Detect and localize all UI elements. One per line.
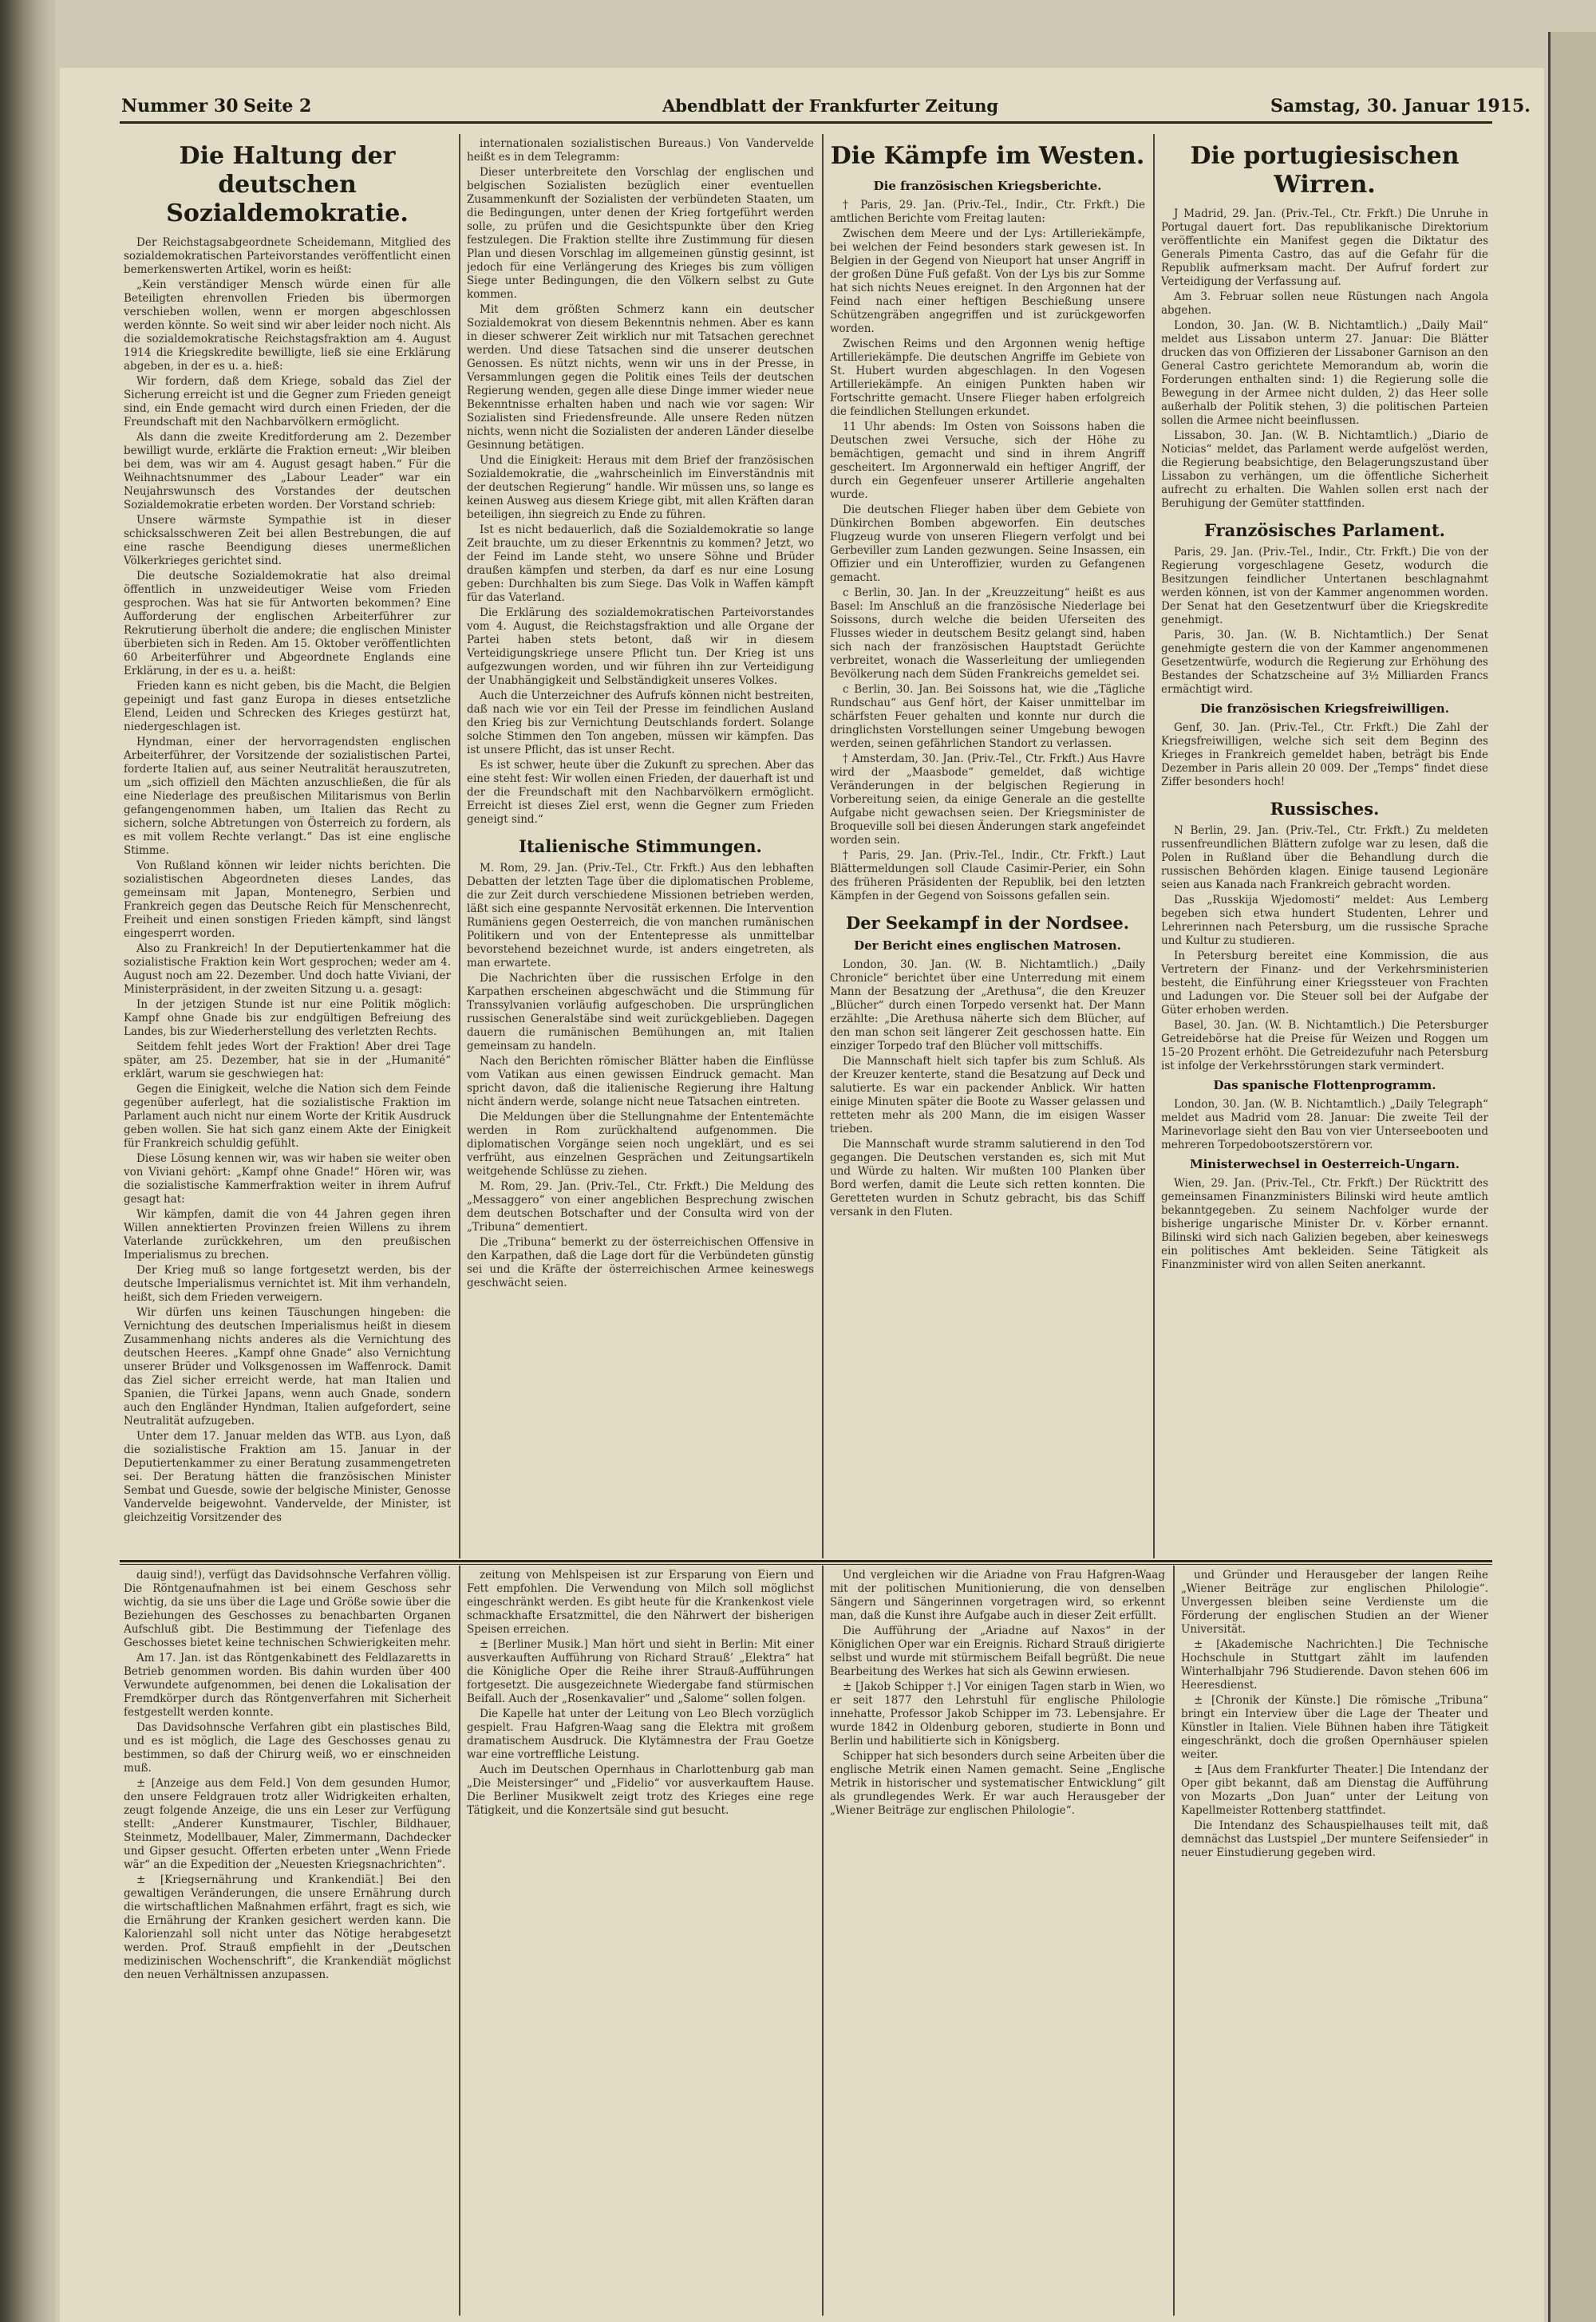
paragraph: † Paris, 29. Jan. (Priv.-Tel., Indir., Ctr. Frkft.) Die amtlichen Berichte vom Freitag lauten: <box>830 199 1145 225</box>
paragraph: Mit dem größten Schmerz kann ein deutscher Sozialdemokrat von diesem Bekenntnis nehmen. Aber es kann in dieser schwerer Zeit wirklich nur mit Tatsachen gerechnet werden. Und diese Tatsachen sind die unserer deutschen Genossen. Es nützt nichts, wenn wir uns in der Presse, in Versammlungen gegen die Politik eines Teils der deutschen Regierung wenden, gegen alle diese Dinge immer wieder neue Bekenntnisse erhalten haben und nach wie vor sagen: Wir Sozialisten sind Friedensfreunde. Alle unsere Reden nützen nichts, wenn nicht die Sozialisten der anderen Länder dieselbe Gesinnung betätigen. <box>467 303 814 452</box>
italien-body <box>467 862 814 1290</box>
paragraph: ± [Aus dem Frankfurter Theater.] Die Intendanz der Oper gibt bekannt, daß am Dienstag die Aufführung von Mozarts „Don Juan“ unter der Leitung von Kapellmeister Rottenberg stattfindet. <box>1181 1763 1488 1817</box>
next-page-edge <box>1548 32 1596 2322</box>
paragraph: Von Rußland können wir leider nichts berichten. Die sozialistischen Abgeordneten dieses Landes, das gemeinsam mit Japan, Montenegro, Serbien und Frankreich gegen das Deutsche Reich für Menschenrecht, Freiheit und einen sonstigen Frieden kämpft, sind längst eingesperrt worden. <box>124 859 451 940</box>
feuilleton-rule-thin <box>120 1564 1492 1565</box>
paragraph: Zwischen dem Meere und der Lys: Artilleriekämpfe, bei welchen der Feind besonders stark gewesen ist. In Belgien in der Gegend von Nieuport hat unser Angriff in der großen Düne Fuß gefaßt. Von der Lys bis zur Somme hat sich nichts Neues ereignet. In den Argonnen hat der Feind nach einer heftigen Beschießung unsere Schützengräben angegriffen und ist zurückgeworfen worden. <box>830 227 1145 335</box>
paragraph: Am 3. Februar sollen neue Rüstungen nach Angola abgehen. <box>1161 290 1488 317</box>
paragraph: ± [Anzeige aus dem Feld.] Von dem gesunden Humor, den unsere Feldgrauen trotz aller Widrigkeiten erhalten, zeugt folgende Anzeige, die uns ein Leser zur Verfügung stellt: „Anderer Kunstmaurer, Tischler, Bildhauer, Steinmetz, Modellbauer, Maler, Zimmermann, Dachdecker und Gipser gesucht. Offerten erbeten unter „Wenn Friede wär“ an die Expedition der „Neuesten Kriegsnachrichten“. <box>124 1777 451 1871</box>
ministerwechsel-title: Ministerwechsel in Oesterreich-Ungarn. <box>1189 1157 1460 1171</box>
paragraph: London, 30. Jan. (W. B. Nichtamtlich.) „Daily Chronicle“ berichtet über eine Unterredung mit einem Mann der Besatzung der „Arethusa“, die den Kreuzer „Blücher“ durch einen Torpedo versenkt hat. Der Mann erzählte: „Die Arethusa näherte sich dem Blücher, auf den man schon seit längerer Zeit geschossen hatte. Ein einziger Torpedo traf den Blücher voll mittschiffs. <box>830 958 1145 1052</box>
paragraph: Genf, 30. Jan. (Priv.-Tel., Ctr. Frkft.) Die Zahl der Kriegsfreiwilligen, welche sich seit dem Beginn des Krieges in Frankreich gemeldet haben, beträgt bis Ende Dezember in Paris allein 20 009. Der „Temps“ findet diese Ziffer besonders hoch! <box>1161 721 1488 788</box>
paragraph: Die deutschen Flieger haben über dem Gebiete von Dünkirchen Bomben abgeworfen. Ein deutsches Flugzeug wurde von unseren Fliegern verfolgt und bei Gerbeviller zum Landen gezwungen. Seine Insassen, ein Offizier und ein Unteroffizier, wurden zu Gefangenen gemacht. <box>830 503 1145 584</box>
paragraph: Lissabon, 30. Jan. (W. B. Nichtamtlich.) „Diario de Noticias“ meldet, das Parlament werde aufgelöst werden, die Regierung beabsichtige, den Belagerungszustand über Lissabon zu verhängen, um die öffentliche Sicherheit aufrecht zu erhalten. Die Wahlen sollen erst nach der Beruhigung der Gemüter stattfinden. <box>1161 429 1488 510</box>
paragraph: Der Krieg muß so lange fortgesetzt werden, bis der deutsche Imperialismus vernichtet ist. Mit ihm verhandeln, heißt, sich dem Frieden verweigern. <box>124 1264 451 1304</box>
paragraph: Hyndman, einer der hervorragendsten englischen Arbeiterführer, der Vorsitzende der sozialistischen Partei, forderte Italien auf, aus seiner Neutralität herauszutreten, um „sich offiziell den Mächten anzuschließen, die für als eine Niederlage des preußischen Militarismus von Berlin gefangengenommen haben, um Italien das Recht zu sichern, solche Abtretungen von Österreich zu fordern, als es mit vollem Rechte verlangt.“ Das ist eine englische Stimme. <box>124 736 451 857</box>
feuilleton-column-rule-3 <box>1173 1566 1175 2316</box>
seekampf-title: Der Seekampf in der Nordsee. <box>845 913 1130 933</box>
paragraph: dauig sind!), verfügt das Davidsohnsche Verfahren völlig. Die Röntgenaufnahmen ist bei einem Geschoss sehr wichtig, da sie uns über die Lage und Größe sowie über die Beziehungen des Geschosses zu benachbarten Organen Aufschluß gibt. Die Bestimmung der Tiefenlage des Geschosses bietet keine technischen Schwierigkeiten mehr. <box>124 1569 451 1649</box>
westen-subtitle: Die französischen Kriegsberichte. <box>873 179 1102 193</box>
paragraph: N Berlin, 29. Jan. (Priv.-Tel., Ctr. Frkft.) Zu meldeten russenfreundlichen Blättern zufolge war zu lesen, daß die Polen in Rußland über die Behandlung durch die russischen Behörden klagen. Einige tausend Legionäre seien aus Kanada nach Frankreich gebracht worden. <box>1161 824 1488 891</box>
feuilleton-column-4 <box>1181 1569 1488 2311</box>
page-number: Seite 2 <box>243 96 312 116</box>
feuilleton-body-2 <box>467 1569 814 1818</box>
paragraph: Basel, 30. Jan. (W. B. Nichtamtlich.) Die Petersburger Getreidebörse hat die Preise für Weizen und Roggen um 15–20 Prozent erhöht. Die Getreidezufuhr nach Petersburg ist infolge der Verkehrsstörungen stark vermindert. <box>1161 1019 1488 1072</box>
column-rule-3 <box>1153 134 1155 1558</box>
masthead: Abendblatt der Frankfurter Zeitung <box>662 96 999 116</box>
paragraph: ± [Jakob Schipper †.] Vor einigen Tagen starb in Wien, wo er seit 1877 den Lehrstuhl für englische Philologie innehatte, Professor Jakob Schipper im 73. Lebensjahre. Er wurde 1842 in Oldenburg geboren, studierte in Bonn und Berlin und habilitierte sich in Königsberg. <box>830 1680 1165 1747</box>
portugal-title: Die portugiesischen Wirren. <box>1190 142 1460 199</box>
seekampf-body <box>830 958 1145 1219</box>
article-body <box>124 236 451 1525</box>
section-title-italien: Italienische Stimmungen. <box>519 836 762 856</box>
header-rule <box>120 121 1492 124</box>
paragraph: ± [Berliner Musik.] Man hört und sieht in Berlin: Mit einer ausverkauften Aufführung von Richard Strauß’ „Elektra“ hat die Königliche Oper die Reihe ihrer Strauß-Aufführungen fortgesetzt. Die ausgezeichnete Wiedergabe fand stürmischen Beifall. Auch der „Rosenkavalier“ und „Salome“ sollen folgen. <box>467 1638 814 1705</box>
paragraph: zeitung von Mehlspeisen ist zur Ersparung von Eiern und Fett empfohlen. Die Verwendung von Milch soll möglichst eingeschränkt werden. Es gibt heute für die Krankenkost viele schmackhafte Ersatzmittel, die den Nährwert der bisherigen Speisen erreichen. <box>467 1569 814 1636</box>
westen-body <box>830 199 1145 903</box>
column-rule-2 <box>822 134 824 1558</box>
article-kaempfe-westen <box>830 137 1145 1558</box>
paragraph: und Gründer und Herausgeber der langen Reihe „Wiener Beiträge zur englischen Philologie“. Unvergessen bleiben seine Verdienste um die Förderung der englischen Studien an der Wiener Universität. <box>1181 1569 1488 1636</box>
paragraph: Die Meldungen über die Stellungnahme der Ententemächte werden in Rom zurückhaltend aufgenommen. Die diplomatischen Vorgänge seien noch ungeklärt, und es sei verfrüht, aus einzelnen Gesprächen und Zeitungsartikeln weitgehende Schlüsse zu ziehen. <box>467 1111 814 1178</box>
paragraph: Die Mannschaft hielt sich tapfer bis zum Schluß. Als der Kreuzer kenterte, stand die Besatzung auf Deck und salutierte. Es war ein packender Anblick. Wir hatten einige Minuten später die Boote zu Wasser gelassen und retteten mehr als 200 Mann, die im eisigen Wasser trieben. <box>830 1055 1145 1135</box>
paragraph: Dieser unterbreitete den Vorschlag der englischen und belgischen Sozialisten bezüglich einer eventuellen Zusammenkunft der Sozialisten der verbündeten Staaten, um die Bedingungen, unter denen der Krieg fortgeführt werden solle, zu prüfen und die Gesichtspunkte über den Krieg festzulegen. Die Fraktion stellte ihre Zustimmung für diesen Plan und diesen Vorschlag im allgemeinen günstig gesinnt, ist jedoch für eine Verlängerung des Krieges bis zum völligen Siege unter Bedingungen, die den Völkern selbst zu Gute kommen. <box>467 166 814 301</box>
flottenprogramm-title: Das spanische Flottenprogramm. <box>1213 1078 1436 1092</box>
paragraph: J Madrid, 29. Jan. (Priv.-Tel., Ctr. Frkft.) Die Unruhe in Portugal dauert fort. Das republikanische Direktorium veröffentlichte ein Manifest gegen die Diktatur des Generals Pimenta Castro, das auf die Gefahr für die Republik aufmerksam macht. Der Aufruf fordert zur Verteidigung der Verfassung auf. <box>1161 207 1488 288</box>
paragraph: Schipper hat sich besonders durch seine Arbeiten über die englische Metrik einen Namen gemacht. Seine „Englische Metrik in historischer und systematischer Entwicklung“ gilt als grundlegendes Werk. Er war auch Herausgeber der „Wiener Beiträge zur englischen Philologie“. <box>830 1750 1165 1817</box>
flottenprogramm-body <box>1161 1098 1488 1152</box>
feuilleton-body-3 <box>830 1569 1165 1818</box>
paragraph: c Berlin, 30. Jan. In der „Kreuzzeitung“ heißt es aus Basel: Im Anschluß an die französische Niederlage bei Soissons, durch welche die beiden Uferseiten des Flusses wieder in deutschem Besitz gelangt sind, haben sich nach der französischen Hauptstadt Gerüchte verbreitet, wonach die Wasserleitung der umliegenden Bevölkerung nach dem Süden Frankreichs gemeldet sei. <box>830 586 1145 681</box>
paragraph: Die „Tribuna“ bemerkt zu der österreichischen Offensive in den Karpathen, daß die Lage dort für die Verbündeten günstig sei und die Kräfte der österreichischen Armee keineswegs geschwächt seien. <box>467 1236 814 1289</box>
book-binding <box>0 0 56 2322</box>
paragraph: Als dann die zweite Kreditforderung am 2. Dezember bewilligt wurde, erklärte die Fraktion erneut: „Wir bleiben bei dem, was wir am 4. August gesagt haben.“ Für die Weihnachtsnummer des „Labour Leader“ war ein Neujahrswunsch des Vorstandes der deutschen Sozialdemokratie erbeten worden. Der Vorstand schrieb: <box>124 431 451 511</box>
paragraph: In Petersburg bereitet eine Kommission, die aus Vertretern der Finanz- und der Verkehrsministerien besteht, die Einführung einer Kriegssteuer von Frachten und Ladungen vor. Die Steuer soll bei der Aufgabe der Güter erhoben werden. <box>1161 950 1488 1017</box>
parlament-body <box>1161 546 1488 697</box>
paragraph: Es ist schwer, heute über die Zukunft zu sprechen. Aber das eine steht fest: Wir wollen einen Frieden, der dauerhaft ist und der die Freundschaft mit den Nachbarvölkern ermöglicht. Erreicht ist dieses Ziel erst, wenn die Gegner zum Frieden geneigt sind.“ <box>467 759 814 826</box>
issue-date: Samstag, 30. Januar 1915. <box>1270 96 1531 116</box>
feuilleton-column-1 <box>124 1569 451 2311</box>
freiwillige-title: Die französischen Kriegsfreiwilligen. <box>1200 701 1449 716</box>
paragraph: Die Nachrichten über die russischen Erfolge in den Karpathen erscheinen abgeschwächt und die Stimmung für Transsylvanien vorläufig aufgeschoben. Die ursprünglichen russischen Generalstäbe sind weit zurückgeblieben. Dagegen dauern die rumänischen Bemühungen an, mit Italien gemeinsam zu handeln. <box>467 972 814 1052</box>
paragraph: 11 Uhr abends: Im Osten von Soissons haben die Deutschen zwei Versuche, sich der Höhe zu bemächtigen, gemacht und sind in ihrem Angriff gescheitert. Im Argonnerwald ein heftiger Angriff, der durch ein Gegenfeuer unserer Artillerie angehalten wurde. <box>830 421 1145 501</box>
article-column-2 <box>467 137 814 1558</box>
paragraph: ± [Kriegsernährung und Krankendiät.] Bei den gewaltigen Veränderungen, die unsere Ernährung durch die wirtschaftlichen Maßnahmen erfährt, fragt es sich, wie die Ernährung der Kranken gesichert werden kann. Die Kalorienzahl soll nicht unter das Nötige herabgesetzt werden. Prof. Strauß empfiehlt in der „Deutschen medizinischen Wochenschrift“, die Krankendiät möglichst den neuen Verhältnissen anzupassen. <box>124 1874 451 1981</box>
paragraph: Die Aufführung der „Ariadne auf Naxos“ in der Königlichen Oper war ein Ereignis. Richard Strauß dirigierte selbst und wurde mit stürmischem Beifall begrüßt. Die neue Bearbeitung des Werkes hat sich als Gewinn erwiesen. <box>830 1625 1165 1678</box>
westen-title: Die Kämpfe im Westen. <box>830 142 1145 170</box>
paragraph: Wien, 29. Jan. (Priv.-Tel., Ctr. Frkft.) Der Rücktritt des gemeinsamen Finanzministers Bilinski wird heute amtlich bekanntgegeben. Zu seinem Nachfolger wurde der bisherige ungarische Minister Dr. v. Körber ernannt. Bilinski wird sich nach Galizien begeben, aber keineswegs ein politisches Amt bekleiden. Seine Tätigkeit als Finanzminister wird von allen Seiten anerkannt. <box>1161 1177 1488 1271</box>
feuilleton-body-4 <box>1181 1569 1488 1860</box>
feuilleton-body-1 <box>124 1569 451 1982</box>
paragraph: c Berlin, 30. Jan. Bei Soissons hat, wie die „Tägliche Rundschau“ aus Genf hört, der Kaiser unmittelbar im schärfsten Feuer gehalten und konnte nur durch die dringlichsten Vorstellungen seiner Umgebung bewogen werden, seinen gefährlichen Standort zu verlassen. <box>830 683 1145 750</box>
paragraph: Also zu Frankreich! In der Deputiertenkammer hat die sozialistische Fraktion kein Wort gesprochen; weder am 4. August noch am 22. Dezember. Und doch hatte Viviani, der Ministerpräsident, in der zweiten Sitzung u. a. gesagt: <box>124 942 451 996</box>
issue-number: Nummer 30 <box>121 96 239 116</box>
paragraph: Und die Einigkeit: Heraus mit dem Brief der französischen Sozialdemokratie, die „wahrscheinlich im Einverständnis mit der deutschen Regierung“ handle. Wir müssen uns, so lange es keinen Ausweg aus diesem Kriege gibt, mit allen Kräften daran beteiligen, ihn siegreich zu Ende zu führen. <box>467 454 814 521</box>
parlament-title: Französisches Parlament. <box>1204 520 1445 540</box>
freiwillige-body <box>1161 721 1488 789</box>
paragraph: Ist es nicht bedauerlich, daß die Sozialdemokratie so lange Zeit brauchte, um zu dieser Erkenntnis zu kommen? Jetzt, wo der Feind im Lande steht, wo unsere Söhne und Brüder draußen kämpfen und sterben, da darf es nur eine Losung geben: Durchhalten bis zum Siege. Das Volk in Waffen kämpft für das Vaterland. <box>467 523 814 604</box>
paragraph: Der Reichstagsabgeordnete Scheidemann, Mitglied des sozialdemokratischen Parteivorstandes veröffentlicht einen bemerkenswerten Artikel, worin es heißt: <box>124 236 451 276</box>
paragraph: „Kein verständiger Mensch würde einen für alle Beteiligten ehrenvollen Frieden bis übermorgen verschieben wollen, wenn er morgen abgeschlossen werden könnte. So weit sind wir aber leider noch nicht. Als die sozialdemokratische Reichstagsfraktion am 4. August 1914 die Kriegskredite bewilligte, ließ sie eine Erklärung abgeben, in der es u. a. hieß: <box>124 278 451 373</box>
paragraph: Paris, 30. Jan. (W. B. Nichtamtlich.) Der Senat genehmigte gestern die von der Kammer angenommenen Gesetzentwürfe, wodurch die Regierung zur Erhöhung des Bestandes der Schatzscheine auf 3½ Milliarden Francs ermächtigt wird. <box>1161 629 1488 696</box>
paragraph: In der jetzigen Stunde ist nur eine Politik möglich: Kampf ohne Gnade bis zur endgültigen Befreiung des Landes, bis zur Wiederherstellung des verletzten Rechts. <box>124 998 451 1038</box>
paragraph: Zwischen Reims und den Argonnen wenig heftige Artilleriekämpfe. Die deutschen Angriffe im Gebiete von St. Hubert wurden abgeschlagen. In den Vogesen Artilleriekämpfe. An einigen Punkten haben wir Fortschritte gemacht. Unsere Flieger haben erfolgreich die feindlichen Stellungen erkundet. <box>830 338 1145 418</box>
paragraph: Am 17. Jan. ist das Röntgenkabinett des Feldlazaretts in Betrieb genommen worden. Bis dahin wurden über 400 Verwundete aufgenommen, bei denen die Lokalisation der Fremdkörper durch das Röntgenverfahren mit Sicherheit festgestellt werden konnte. <box>124 1652 451 1719</box>
feuilleton-rule <box>120 1560 1492 1562</box>
paragraph: Unter dem 17. Januar melden das WTB. aus Lyon, daß die sozialistische Fraktion am 15. Januar in der Deputiertenkammer zu einer Beratung zusammengetreten sei. Der Beratung hätten die französischen Minister Sembat und Guesde, sowie der belgische Minister, Genosse Vandervelde beigewohnt. Vandervelde, der Minister, ist gleichzeitig Vorsitzender des <box>124 1430 451 1524</box>
paragraph: Und vergleichen wir die Ariadne von Frau Hafgren-Waag mit der politischen Munitionierung, die von denselben Sängern und Sängerinnen vorgetragen wird, so erkennt man, daß die Kunst ihre Aufgabe auch in dieser Zeit erfüllt. <box>830 1569 1165 1622</box>
paragraph: Die Mannschaft wurde stramm salutierend in den Tod gegangen. Die Deutschen verstanden es, sich mit Mut und Würde zu halten. Wir mußten 100 Planken über Bord werfen, damit die Leute sich retten konnten. Die Geretteten wurden in Schutz gebracht, bis das Schiff versank in den Fluten. <box>830 1138 1145 1218</box>
feuilleton-column-rule-2 <box>822 1566 824 2316</box>
paragraph: ± [Chronik der Künste.] Die römische „Tribuna“ bringt ein Interview über die Lage der Theater und Künstler in Italien. Viele Bühnen haben ihre Tätigkeit eingeschränkt, doch die großen Opernhäuser spielen weiter. <box>1181 1694 1488 1761</box>
feuilleton-column-2 <box>467 1569 814 2311</box>
russisches-title: Russisches. <box>1270 799 1380 819</box>
paragraph: Nach den Berichten römischer Blätter haben die Einflüsse vom Vatikan aus einen gewissen Eindruck gemacht. Man spricht davon, daß die italienische Regierung ihre Haltung nicht ändern werde, solange nicht neue Tatsachen eintreten. <box>467 1055 814 1108</box>
article-title: Die Haltung der deutschen Sozialdemokratie. <box>166 142 409 227</box>
paragraph: Das „Russkija Wjedomosti“ meldet: Aus Lemberg begeben sich etwa hundert Studenten, Lehrer und Lehrerinnen nach Petersburg, um die russische Sprache und Kultur zu studieren. <box>1161 894 1488 947</box>
seekampf-subtitle: Der Bericht eines englischen Matrosen. <box>854 938 1121 953</box>
article-portugal <box>1161 137 1488 1558</box>
paragraph: M. Rom, 29. Jan. (Priv.-Tel., Ctr. Frkft.) Die Meldung des „Messaggero“ von einer angeblichen Besprechung zwischen dem deutschen Botschafter und der Consulta wird von der „Tribuna“ dementiert. <box>467 1180 814 1234</box>
paragraph: Wir fordern, daß dem Kriege, sobald das Ziel der Sicherung erreicht ist und die Gegner zum Frieden geneigt sind, ein Ende gemacht wird durch einen Frieden, der die Freundschaft mit den Nachbarvölkern ermöglicht. <box>124 375 451 428</box>
paragraph: Wir dürfen uns keinen Täuschungen hingeben: die Vernichtung des deutschen Imperialismus heißt in diesem Zusammenhang nichts anderes als die Vernichtung des deutschen Heeres. „Kampf ohne Gnade“ also Vernichtung unserer Brüder und Volksgenossen im Waffenrock. Damit das Ziel sicher erreicht werde, hat man Italien und Spanien, die Türkei Japans, wenn auch Gnade, sondern auch den Engländer Hyndman, Italien aufgefordert, seine Neutralität aufzugeben. <box>124 1306 451 1428</box>
paragraph: Die Intendanz des Schauspielhauses teilt mit, daß demnächst das Lustspiel „Der muntere Seifensieder“ in neuer Einstudierung gegeben wird. <box>1181 1819 1488 1859</box>
column-rule-1 <box>459 134 460 1558</box>
paragraph: London, 30. Jan. (W. B. Nichtamtlich.) „Daily Telegraph“ meldet aus Madrid vom 28. Januar: Die zweite Teil der Marinevorlage sieht den Bau von vier Unterseebooten und mehreren Torpedobootszerstörern vor. <box>1161 1098 1488 1151</box>
ministerwechsel-body <box>1161 1177 1488 1272</box>
article-body-continued <box>467 137 814 827</box>
portugal-body <box>1161 207 1488 511</box>
paragraph: Frieden kann es nicht geben, bis die Macht, die Belgien gepeinigt und fast ganz Europa in dieses entsetzliche Elend, Leiden und Schrecken des Krieges gestürzt hat, niedergeschlagen ist. <box>124 680 451 733</box>
paragraph: Gegen die Einigkeit, welche die Nation sich dem Feinde gegenüber auferlegt, hat die sozialistische Fraktion im Parlament auch nicht nur einem Worte der Kritik Ausdruck geben wollen. Sie hat sich ganz einem Akte der Einigkeit für Frankreich schuldig gefühlt. <box>124 1083 451 1150</box>
paragraph: London, 30. Jan. (W. B. Nichtamtlich.) „Daily Mail“ meldet aus Lissabon unterm 27. Januar: Die Blätter drucken das von Offizieren der Lissaboner Garnison an den General Castro gerichtete Memorandum ab, worin die Forderungen enthalten sind: 1) die Regierung solle die Bewegung in der Armee nicht dulden, 2) das Heer solle außerhalb der Politik stehen, 3) die politischen Parteien sollen die Armee nicht beeinflussen. <box>1161 319 1488 427</box>
paragraph: Die deutsche Sozialdemokratie hat also dreimal öffentlich in unzweideutiger Weise vom Frieden gesprochen. Was hat sie für Antworten bekommen? Eine Aufforderung der englischen Arbeiterführer zur Rekrutierung überholt die andere; die englischen Minister überbieten sich in Reden. Am 15. Oktober veröffentlichten 60 Arbeiterführer und Abgeordnete Englands eine Erklärung, in der es u. a. heißt: <box>124 570 451 677</box>
paragraph: Unsere wärmste Sympathie ist in dieser schicksalsschweren Zeit bei allen Bestrebungen, die auf eine rasche Beendigung dieses unermeßlichen Völkerkrieges gerichtet sind. <box>124 514 451 567</box>
paragraph: M. Rom, 29. Jan. (Priv.-Tel., Ctr. Frkft.) Aus den lebhaften Debatten der letzten Tage über die diplomatischen Probleme, die zur Zeit durch verschiedene Missionen betrieben werden, läßt sich eine gespannte Nervosität erkennen. Die Intervention Rumäniens gegen Oesterreich, die von manchen rumänischen Politikern und von der Ententepresse als unmittelbar bevorstehend bezeichnet wurde, ist anders eingetreten, als man erwartete. <box>467 862 814 969</box>
paragraph: internationalen sozialistischen Bureaus.) Von Vandervelde heißt es in dem Telegramm: <box>467 137 814 164</box>
feuilleton-column-rule-1 <box>459 1566 460 2316</box>
paragraph: Die Erklärung des sozialdemokratischen Parteivorstandes vom 4. August, die Reichstagsfraktion und alle Organe der Partei haben stets betont, daß wir in diesem Verteidigungskriege unsere Pflicht tun. Der Krieg ist uns aufgezwungen worden, und wir führen ihn zur Verteidigung der Unabhängigkeit und Selbständigkeit unseres Volkes. <box>467 606 814 687</box>
paragraph: Seitdem fehlt jedes Wort der Fraktion! Aber drei Tage später, am 25. Dezember, hat sie in der „Humanité“ erklärt, warum sie geschwiegen hat: <box>124 1041 451 1080</box>
paragraph: Wir kämpfen, damit die von 44 Jahren gegen ihren Willen annektierten Provinzen freien Willens zu ihrem Vaterlande zurückkehren, um den preußischen Imperialismus zu brechen. <box>124 1208 451 1262</box>
paragraph: Auch im Deutschen Opernhaus in Charlottenburg gab man „Die Meistersinger“ und „Fidelio“ vor ausverkauftem Hause. Die Berliner Musikwelt zeigt trotz des Krieges eine rege Tätigkeit, und die Konzertsäle sind gut besucht. <box>467 1763 814 1817</box>
paragraph: Paris, 29. Jan. (Priv.-Tel., Indir., Ctr. Frkft.) Die von der Regierung vorgeschlagene Gesetz, wodurch die Besitzungen feindlicher Untertanen beschlagnahmt werden können, ist von der Kammer angenommen worden. Der Senat hat den Gesetzentwurf über die Kriegskredite genehmigt. <box>1161 546 1488 626</box>
paragraph: Diese Lösung kennen wir, was wir haben sie weiter oben von Viviani gehört: „Kampf ohne Gnade!“ Hören wir, was die sozialistische Kammerfraktion weiter in ihrem Aufruf gesagt hat: <box>124 1152 451 1206</box>
russisches-body <box>1161 824 1488 1073</box>
paragraph: † Paris, 29. Jan. (Priv.-Tel., Indir., Ctr. Frkft.) Laut Blättermeldungen soll Claude Casimir-Perier, ein Sohn des früheren Präsidenten der Republik, bei den letzten Kämpfen in der Gegend von Soissons gefallen sein. <box>830 849 1145 902</box>
paragraph: Die Kapelle hat unter der Leitung von Leo Blech vorzüglich gespielt. Frau Hafgren-Waag sang die Elektra mit großem dramatischem Ausdruck. Die Klytämnestra der Frau Goetze war eine vortreffliche Leistung. <box>467 1708 814 1761</box>
paragraph: † Amsterdam, 30. Jan. (Priv.-Tel., Ctr. Frkft.) Aus Havre wird der „Maasbode“ gemeldet, daß wichtige Veränderungen in der belgischen Regierung in Vorbereitung seien, da einige Generale an die gestellte Aufgabe nicht gewachsen seien. Der Kriegsminister de Broqueville soll bei diesen Änderungen stark angefeindet worden sein. <box>830 752 1145 847</box>
article-sozialdemokratie <box>124 137 451 1558</box>
paragraph: Auch die Unterzeichner des Aufrufs können nicht bestreiten, daß nach wie vor ein Teil der Presse im feindlichen Ausland den Krieg bis zur Vernichtung Deutschlands fordert. Solange solche Stimmen den Ton angeben, müssen wir kämpfen. Das ist unsere Pflicht, das ist unser Recht. <box>467 689 814 756</box>
paragraph: ± [Akademische Nachrichten.] Die Technische Hochschule in Stuttgart zählt im laufenden Winterhalbjahr 796 Studierende. Davon stehen 606 im Heeresdienst. <box>1181 1638 1488 1692</box>
paragraph: Das Davidsohnsche Verfahren gibt ein plastisches Bild, und es ist möglich, die Lage des Geschosses genau zu bestimmen, so daß der Chirurg weiß, wo er einschneiden muß. <box>124 1721 451 1775</box>
feuilleton-column-3 <box>830 1569 1165 2311</box>
